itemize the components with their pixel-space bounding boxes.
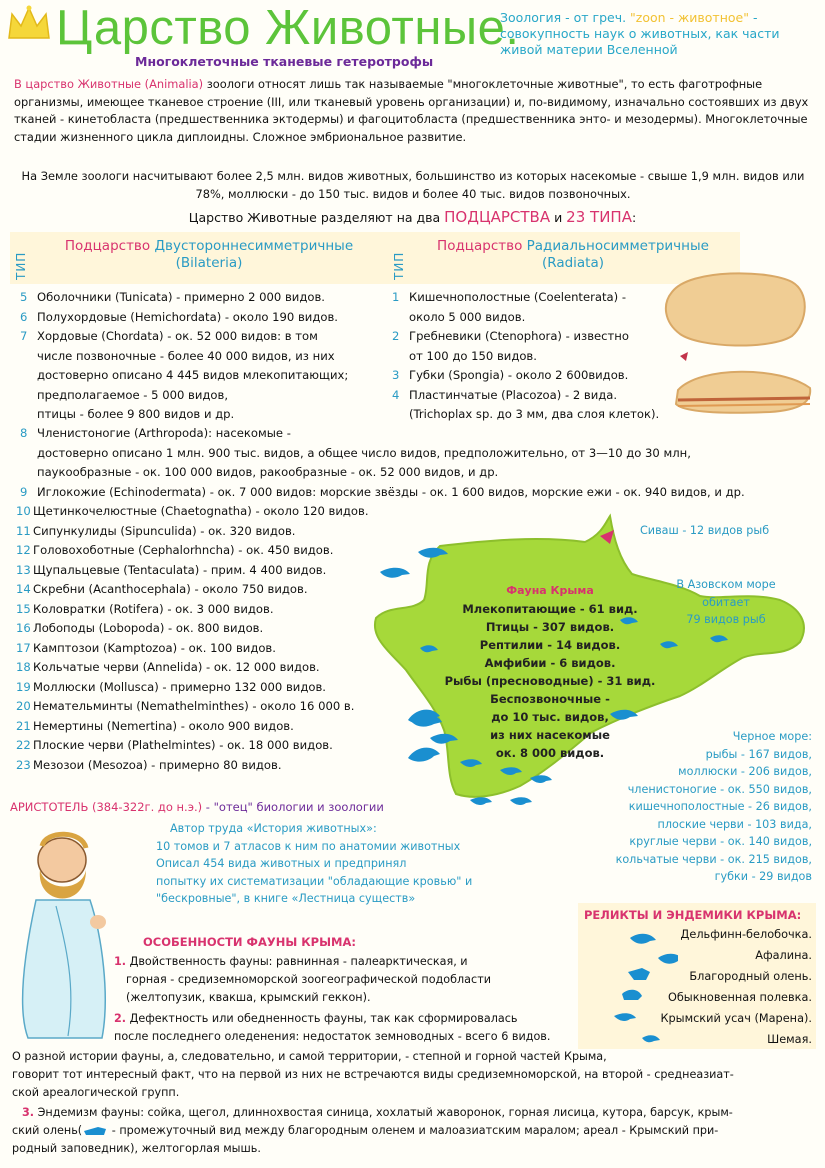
list-item: рыбы - 167 видов,: [705, 747, 812, 761]
page-title: Царство Животные.: [56, 1, 520, 55]
list-item: Птицы - 307 видов.: [485, 620, 615, 634]
list-item: 22 Плоские черви (Plathelmintes) - ок. 18 000 видов.: [16, 738, 333, 752]
list-item: кольчатые черви - ок. 215 видов,: [615, 852, 812, 866]
list-item: плоские черви - 103 вида,: [657, 817, 812, 831]
bilateria-tip-label: ТИП: [14, 251, 28, 280]
list-item: членистоногие - ок. 550 видов,: [627, 782, 812, 796]
division-line: Царство Животные разделяют на два ПОДЦАРСТВА и 23 ТИПА:: [188, 208, 637, 226]
list-item: около 5 000 видов.: [409, 309, 526, 324]
list-item: Рыбы (пресноводные) - 31 вид.: [444, 674, 656, 688]
aristotle-heading: АРИСТОТЕЛЬ (384-322г. до н.э.) - "отец" биологии и зоологии: [10, 800, 384, 814]
list-item: предполагаемое - 5 000 видов,: [37, 387, 229, 402]
placozoa-illustration: [660, 262, 820, 422]
list-item: 12 Головохоботные (Cephalorhncha) - ок. 450 видов.: [16, 543, 334, 557]
list-item: достоверно описано 1 млн. 900 тыс. видов, а общее число видов, предположительно, от 3—10 до 30 млн,: [37, 445, 691, 460]
radiata-list: [392, 288, 659, 425]
features-point-1: 1. Двойственность фауны: равнинная - палеарктическая, и горная - средиземноморской зоогеографической подобласти (желтопузик, квакша, крымский геккон).: [114, 955, 491, 1004]
list-item: Благородный олень.: [689, 970, 812, 983]
list-item: губки - 29 видов: [714, 870, 812, 883]
list-item: 21 Немертины (Nemertina) - около 900 видов.: [16, 718, 294, 733]
list-item: моллюски - 206 видов,: [678, 765, 812, 778]
list-item: достоверно описано 4 445 видов млекопитающих;: [37, 368, 349, 382]
sivash-note: Сиваш - 12 видов рыб: [640, 524, 770, 537]
dolphin-icon: [404, 700, 444, 770]
list-item: 20 Немательминты (Nemathelminthes) - около 16 000 в.: [16, 699, 355, 713]
list-item: (Trichoplax sp. до 3 мм, два слоя клеток).: [409, 407, 660, 421]
black-sea-list: [560, 728, 812, 886]
intro-paragraph: В царство Животные (Animalia) зоологи относят лишь так называемые "многоклеточные животные", то есть фаготрофные организмы, имеющее тканевое строение (III, или тканевый уровень организации) и, по-видимому, изначально состоявших из двух тканей - кинетобласта (предшественника эктодермы) и фагоцитобласта (предшественника энто- и мезодермы). Многоклеточные стадии жизненного цикла диплоидны. Сложное эмбриональное развитие.: [14, 77, 809, 144]
list-item: Обыкновенная полевка.: [667, 991, 812, 1004]
features-history: О разной истории фауны, а, следовательно, и самой территории, - степной и горной частей Крыма, говорит тот интересный факт, что на первой из них не встречаются виды средиземноморской, на второй - среднеазиат- ской ареалогической групп.: [12, 1050, 734, 1099]
crimea-fauna-title: Фауна Крыма: [506, 584, 594, 597]
zoology-definition: Зоология - от греч. "zoon - животное" - совокупность наук о животных, как части живой материи Вселенной: [500, 10, 780, 57]
list-item: Млекопитающие - 61 вид.: [462, 602, 638, 616]
list-item: 18 Кольчатые черви (Annelida) - ок. 12 000 видов.: [16, 660, 320, 674]
list-item: до 10 тыс. видов,: [491, 710, 609, 724]
relicts-title: РЕЛИКТЫ И ЭНДЕМИКИ КРЫМА:: [584, 908, 802, 922]
page-subtitle: Многоклеточные тканевые гетеротрофы: [135, 54, 434, 69]
list-item: 11 Сипункулиды (Sipunculida) - ок. 320 видов.: [16, 523, 296, 538]
features-point-3: 3. Эндемизм фауны: сойка, щегол, длиннохвостая синица, хохлатый жаворонок, горная лисица, кутора, барсук, крым- ский олень( - промежуточный вид между благородным оленем и малоазиатским маралом; ареал - Крымский при- родный заповедник), желтогорлая мышь.: [12, 1106, 733, 1155]
list-item: Амфибии - 6 видов.: [484, 656, 616, 670]
list-item: 8 Членистоногие (Arthropoda): насекомые -: [20, 426, 291, 440]
list-item: из них насекомые: [490, 728, 610, 742]
list-item: птицы - более 9 800 видов и др.: [37, 407, 235, 421]
types-list: [16, 502, 369, 775]
stats-paragraph: На Земле зоологи насчитывают более 2,5 млн. видов животных, большинство из которых насекомые - свыше 1,9 млн. видов или 78%, моллюски - до 150 тыс. видов и более 40 тыс. видов позвоночных.: [21, 169, 805, 201]
wide-types-list: [20, 424, 745, 502]
list-item: 13 Щупальцевые (Tentaculata) - прим. 4 400 видов.: [16, 562, 327, 577]
list-item: 16 Лобоподы (Lobopoda) - ок. 800 видов.: [16, 621, 264, 635]
list-item: Рептилии - 14 видов.: [479, 638, 621, 652]
bilateria-title: Подцарство Двустороннесимметричные (Bilateria): [64, 238, 354, 271]
list-item: 17 Камптозои (Kamptozoa) - ок. 100 видов.: [16, 640, 276, 655]
list-item: 2 Гребневики (Ctenophora) - известно: [392, 329, 629, 343]
features-title: ОСОБЕННОСТИ ФАУНЫ КРЫМА:: [143, 935, 356, 949]
crown-icon: [6, 4, 52, 44]
deer-icon: [82, 1125, 108, 1137]
list-item: 19 Моллюски (Mollusca) - примерно 132 000 видов.: [16, 679, 326, 694]
list-item: кишечнополостные - 26 видов,: [628, 800, 812, 813]
list-item: Шемая.: [767, 1033, 812, 1046]
list-item: 6 Полухордовые (Hemichordata) - около 190 видов.: [20, 309, 338, 324]
list-item: Беспозвоночные -: [490, 692, 610, 706]
list-item: 4 Пластинчатые (Placozoa) - 2 вида.: [392, 387, 618, 402]
radiata-title: Подцарство Радиальносимметричные (Radiata): [437, 238, 709, 271]
list-item: 15 Коловратки (Rotifera) - ок. 3 000 видов.: [16, 601, 274, 616]
list-item: 5 Оболочники (Tunicata) - примерно 2 000 видов.: [20, 290, 325, 304]
azov-note: В Азовском море обитает 79 видов рыб: [676, 578, 776, 626]
list-item: 3 Губки (Spongia) - около 2 600видов.: [392, 368, 629, 382]
list-item: круглые черви - ок. 140 видов,: [629, 835, 812, 848]
features-point-2: 2. Дефектность или обедненность фауны, так как сформировалась после последнего оледенения: недостаток земноводных - всего 6 видов.: [114, 1012, 551, 1043]
list-item: 7 Хордовые (Chordata) - ок. 52 000 видов: в том: [20, 329, 318, 343]
list-item: 14 Скребни (Acanthocephala) - около 750 видов.: [16, 582, 308, 596]
list-item: ок. 8 000 видов.: [495, 746, 605, 760]
bilateria-list: [20, 288, 348, 425]
list-item: 1 Кишечнополостные (Coelenterata) -: [392, 290, 627, 304]
list-item: Черное море:: [732, 730, 812, 743]
list-item: Дельфинн-белобочка.: [680, 928, 812, 941]
list-item: 23 Мезозои (Mesozoa) - примерно 80 видов.: [16, 757, 282, 772]
aristotle-illustration: [6, 826, 126, 1046]
list-item: 9 Иглокожие (Echinodermata) - ок. 7 000 видов: морские звёзды - ок. 1 600 видов, морские ежи - ок. 940 видов, и др.: [20, 484, 745, 499]
aristotle-text: Автор труда «История животных»: 10 томов и 7 атласов к ним по анатомии животных Описал 454 вида животных и предпринял попытку их систематизации "обладающие кровью" и "бескровные", в книге «Лестница существ»: [156, 822, 473, 905]
list-item: Крымский усач (Марена).: [660, 1012, 812, 1025]
radiata-tip-label: ТИП: [392, 251, 406, 280]
list-item: от 100 до 150 видов.: [409, 348, 537, 363]
list-item: 10 Щетинкочелюстные (Chaetognatha) - около 120 видов.: [16, 504, 369, 518]
list-item: Афалина.: [755, 949, 812, 962]
list-item: паукообразные - ок. 100 000 видов, ракообразные - ок. 52 000 видов, и др.: [37, 465, 499, 479]
list-item: числе позвоночные - более 40 000 видов, из них: [37, 348, 335, 363]
relict-animals-icons: [588, 928, 678, 1048]
